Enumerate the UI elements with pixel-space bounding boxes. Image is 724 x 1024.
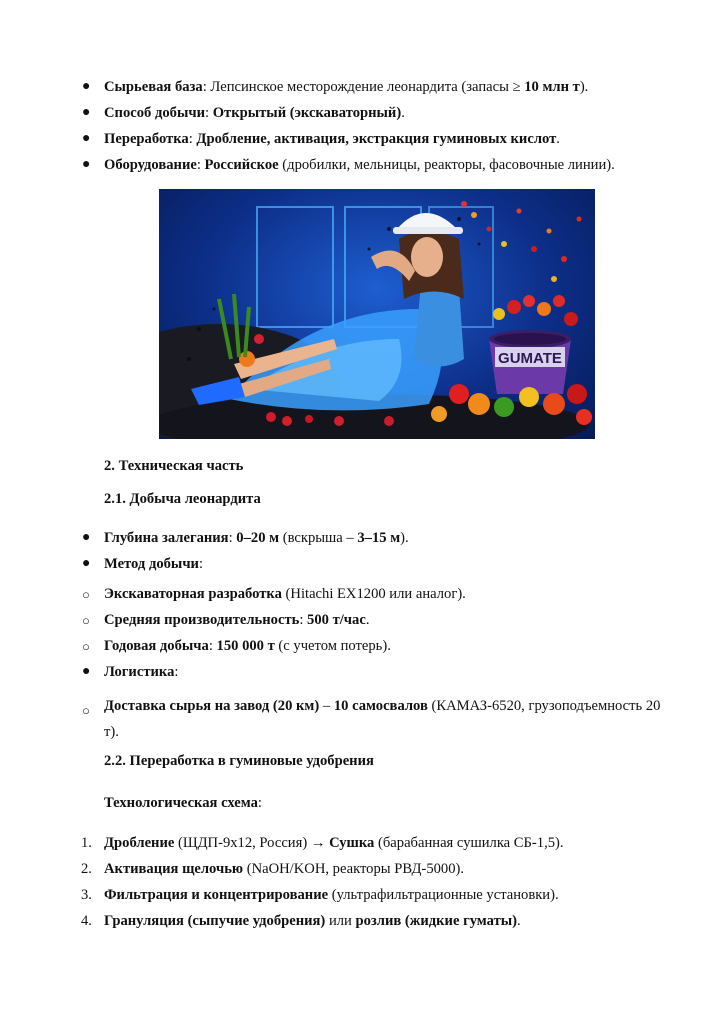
bullet-icon: ● bbox=[82, 105, 91, 120]
circle-bullet-icon: ○ bbox=[82, 587, 90, 602]
section-heading: 2. Техническая часть bbox=[104, 458, 244, 474]
bucket-label: GUMATE bbox=[498, 350, 562, 367]
bullet-icon: ● bbox=[82, 530, 91, 545]
bullet-icon: ● bbox=[82, 556, 91, 571]
scheme-title: Технологическая схема: bbox=[104, 795, 262, 811]
bullet-icon: ● bbox=[82, 664, 91, 679]
bullet-icon: ● bbox=[82, 79, 91, 94]
bullet-icon: ● bbox=[82, 131, 91, 146]
subsection-heading: 2.2. Переработка в гуминовые удобрения bbox=[104, 753, 374, 769]
circle-bullet-icon: ○ bbox=[82, 639, 90, 654]
subsection-heading: 2.1. Добыча леонардита bbox=[104, 491, 261, 507]
circle-bullet-icon: ○ bbox=[82, 613, 90, 628]
illustration-svg bbox=[159, 189, 595, 439]
circle-bullet-icon: ○ bbox=[82, 703, 90, 718]
bullet-icon: ● bbox=[82, 157, 91, 172]
illustration-image bbox=[159, 189, 595, 439]
